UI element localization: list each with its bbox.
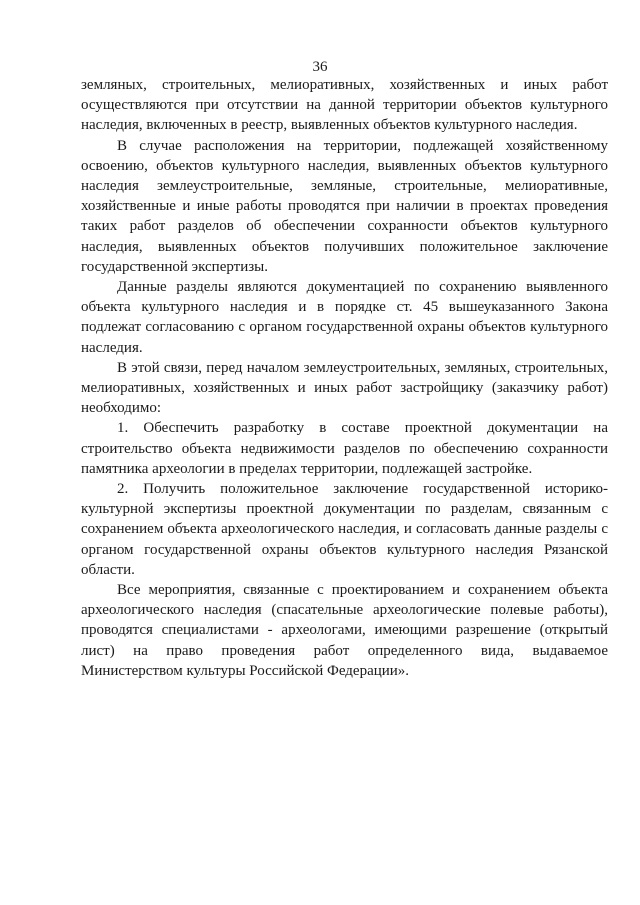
page-number: 36: [312, 59, 328, 75]
paragraph-developer-requirements: В этой связи, перед началом землеустроительных, земляных, строительных, мелиоративных, хозяйственных и иных работ застройщику (заказчику работ) необходимо:: [81, 359, 608, 417]
paragraph-sections-documentation: Данные разделы являются документацией по сохранению выявленного объекта культурного наследия и в порядке ст. 45 вышеуказанного Закона подлежат согласованию с органом государственной охраны объектов культурного наследия.: [81, 279, 608, 356]
document-body: [81, 75, 608, 681]
paragraph-heritage-sites: В случае расположения на территории, подлежащей хозяйственному освоению, объектов культурного наследия, выявленных объектов культурного наследия землеустроительные, земляные, строительные, мелиоративные, хозяйственные и иные работы проводятся при наличии в проектах проведения таких работ разделов об обеспечении сохранности объектов культурного наследия, выявленных объектов получивших положительное заключение государственной экспертизы.: [81, 137, 608, 275]
paragraph-continuation: земляных, строительных, мелиоративных, хозяйственных и иных работ осуществляются при отсутствии на данной территории объектов культурного наследия, включенных в реестр, выявленных объектов культурного наследия.: [81, 77, 608, 134]
paragraph-archaeologists: Все мероприятия, связанные с проектированием и сохранением объекта археологического наследия (спасательные археологические полевые работы), проводятся специалистами - археологами, имеющими разрешение (открытый лист) на право проведения работ определенного вида, выдаваемое Министерством культуры Российской Федерации».: [81, 582, 608, 679]
list-item-1: 1. Обеспечить разработку в составе проектной документации на строительство объекта недвижимости разделов по обеспечению сохранности памятника археологии в пределах территории, подлежащей застройке.: [81, 420, 608, 477]
list-item-2: 2. Получить положительное заключение государственной историко-культурной экспертизы проектной документации по разделам, связанным с сохранением объекта археологического наследия, и согласовать данные разделы с органом государственной охраны объектов культурного наследия Рязанской области.: [81, 481, 608, 578]
